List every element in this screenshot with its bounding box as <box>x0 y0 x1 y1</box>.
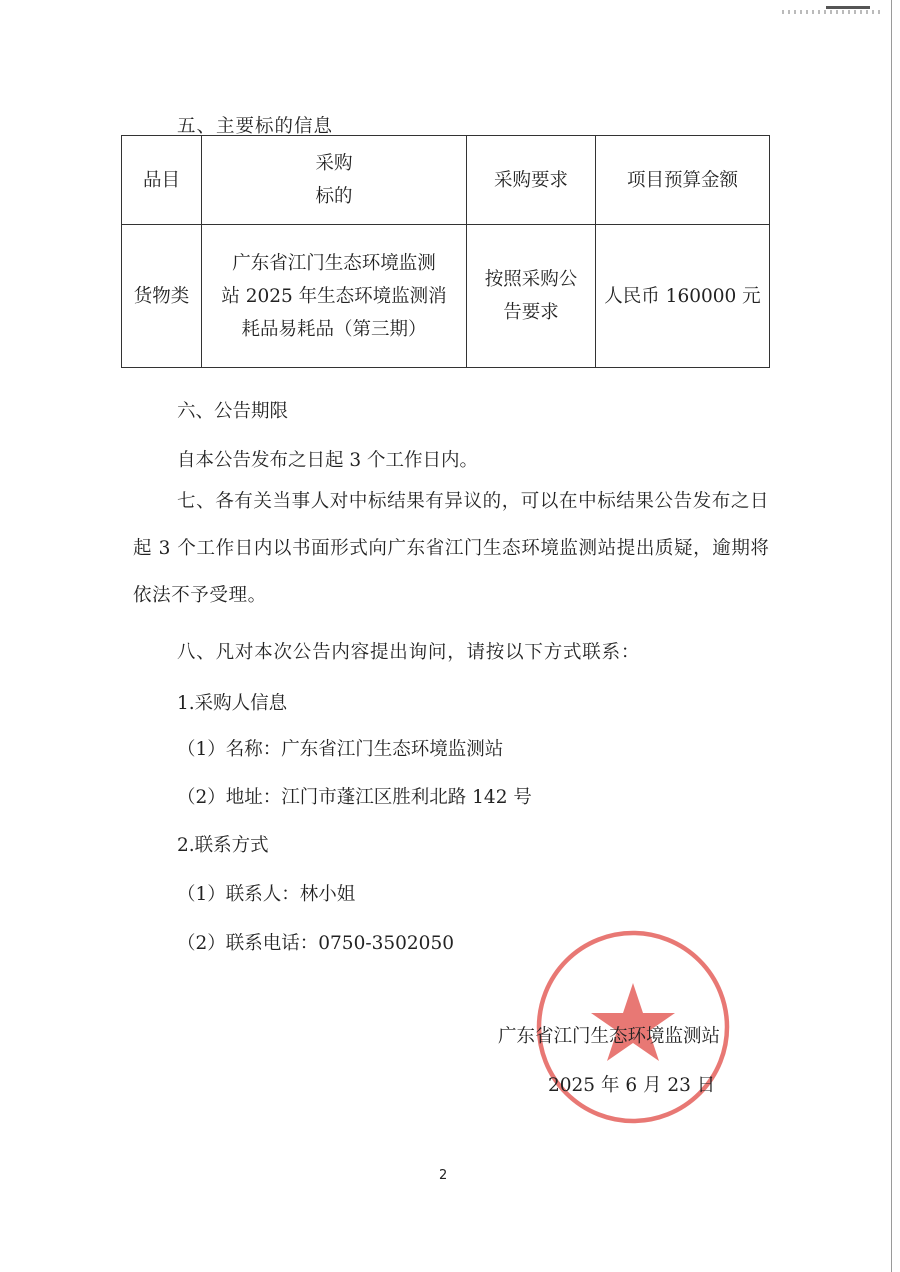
procurement-table <box>121 135 770 368</box>
cell-requirement <box>467 225 596 368</box>
page-number: 2 <box>439 1168 448 1183</box>
cell-requirement-line: 告要求 <box>503 302 559 323</box>
cell-subject-line: 广东省江门生态环境监测 <box>232 252 436 274</box>
header-requirement: 采购要求 <box>467 136 596 225</box>
signature-organization: 广东省江门生态环境监测站 <box>498 1026 721 1047</box>
header-subject <box>202 136 467 225</box>
purchaser-address: （2）地址：江门市蓬江区胜利北路 142 号 <box>177 787 532 808</box>
header-item: 品目 <box>122 136 202 225</box>
purchaser-name: （1）名称：广东省江门生态环境监测站 <box>177 739 504 760</box>
scan-edge <box>891 0 892 1272</box>
contact-heading: 2.联系方式 <box>177 835 269 856</box>
contact-person: （1）联系人：林小姐 <box>177 884 356 905</box>
header-subject-line2: 标的 <box>315 186 353 207</box>
header-budget: 项目预算金额 <box>596 136 770 225</box>
section7-paragraph: 七、各有关当事人对中标结果有异议的，可以在中标结果公告发布之日起 3 个工作日内以书面形式向广东省江门生态环境监测站提出质疑，逾期将依法不予受理。 <box>133 491 770 606</box>
header-subject-line1: 采购 <box>315 153 353 174</box>
section5-heading: 五、主要标的信息 <box>177 116 334 137</box>
section6-text: 自本公告发布之日起 3 个工作日内。 <box>177 450 479 471</box>
scan-dots <box>782 10 882 14</box>
cell-subject <box>202 225 467 368</box>
cell-subject-line: 站 2025 年生态环境监测消 <box>221 285 447 307</box>
contact-phone: （2）联系电话：0750-3502050 <box>177 933 454 954</box>
signature-date: 2025 年 6 月 23 日 <box>548 1075 716 1096</box>
scan-mark <box>826 6 870 9</box>
cell-requirement-line: 按照采购公 <box>484 269 578 290</box>
table-row <box>122 225 770 368</box>
cell-item: 货物类 <box>122 225 202 368</box>
table-header-row <box>122 136 770 225</box>
section8-heading: 八、凡对本次公告内容提出询问，请按以下方式联系： <box>177 642 641 663</box>
purchaser-info-heading: 1.采购人信息 <box>177 693 288 714</box>
cell-subject-line: 耗品易耗品（第三期） <box>241 318 427 340</box>
section6-heading: 六、公告期限 <box>177 401 289 422</box>
cell-budget: 人民币 160000 元 <box>596 225 770 368</box>
